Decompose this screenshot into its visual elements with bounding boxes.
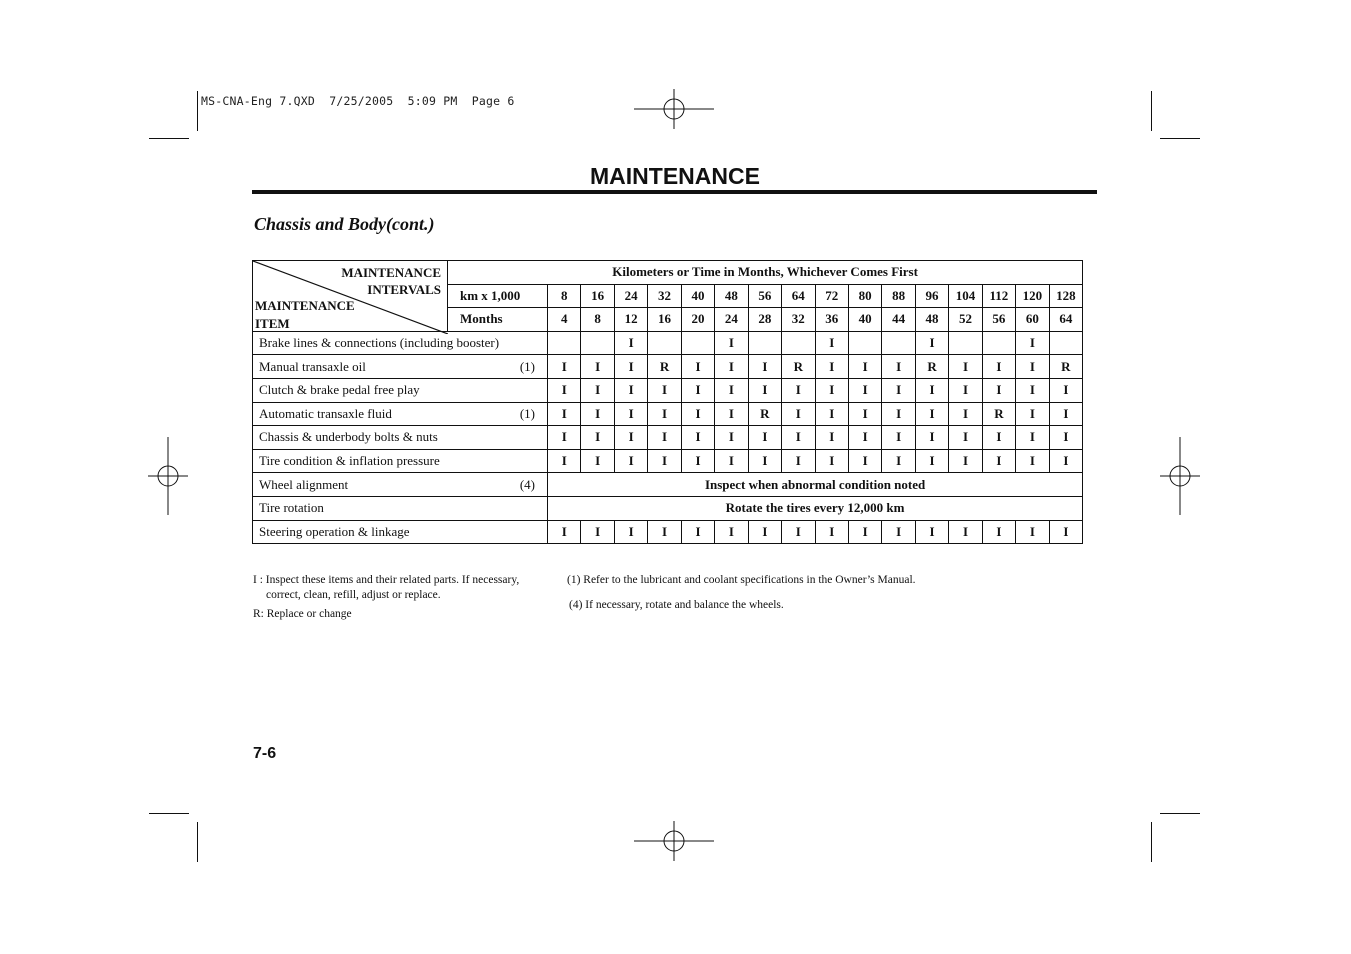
schedule-cell: I [748, 449, 781, 473]
crop-mark [1160, 138, 1200, 139]
schedule-cell: I [782, 378, 815, 402]
schedule-cell: I [848, 426, 881, 450]
registration-mark-icon [148, 437, 188, 515]
schedule-span-note: Inspect when abnormal condition noted [548, 473, 1083, 497]
months-interval-cell: 16 [648, 308, 681, 332]
crop-mark [149, 813, 189, 814]
schedule-cell: I [882, 402, 915, 426]
schedule-cell: I [782, 426, 815, 450]
schedule-cell: I [982, 355, 1015, 379]
maintenance-item-name: Automatic transaxle fluid [259, 405, 392, 421]
km-interval-cell: 24 [614, 284, 647, 308]
schedule-cell: I [581, 355, 614, 379]
schedule-cell: I [815, 426, 848, 450]
maintenance-item-cell [253, 520, 548, 544]
registration-mark-icon [1160, 437, 1200, 515]
schedule-cell [848, 331, 881, 355]
schedule-cell [882, 331, 915, 355]
schedule-cell: I [681, 426, 714, 450]
schedule-cell: I [1049, 402, 1083, 426]
km-interval-cell: 120 [1016, 284, 1049, 308]
schedule-cell: I [1049, 520, 1083, 544]
table-row [253, 496, 1083, 520]
schedule-cell: I [915, 378, 948, 402]
km-interval-cell: 88 [882, 284, 915, 308]
months-interval-cell: 36 [815, 308, 848, 332]
schedule-cell: I [882, 520, 915, 544]
months-interval-cell: 44 [882, 308, 915, 332]
months-interval-cell: 64 [1049, 308, 1083, 332]
maintenance-item-cell [253, 355, 548, 379]
schedule-cell: I [982, 378, 1015, 402]
schedule-cell: I [882, 449, 915, 473]
schedule-cell: I [715, 378, 748, 402]
footnote-1: (1) Refer to the lubricant and coolant specifications in the Owner’s Manual. [567, 574, 916, 586]
km-interval-cell: 16 [581, 284, 614, 308]
table-row [253, 426, 1083, 450]
schedule-cell: I [681, 378, 714, 402]
schedule-cell: I [681, 449, 714, 473]
maintenance-item-note: (1) [519, 358, 535, 374]
schedule-cell: R [748, 402, 781, 426]
schedule-cell: I [915, 331, 948, 355]
schedule-cell: I [949, 355, 982, 379]
schedule-cell: I [681, 520, 714, 544]
schedule-cell: I [1016, 426, 1049, 450]
schedule-cell: I [1049, 426, 1083, 450]
schedule-cell: I [748, 520, 781, 544]
schedule-cell [548, 331, 581, 355]
table-row [253, 520, 1083, 544]
schedule-cell: I [949, 426, 982, 450]
schedule-cell: I [848, 402, 881, 426]
schedule-cell: R [915, 355, 948, 379]
km-interval-cell: 104 [949, 284, 982, 308]
schedule-cell: I [715, 402, 748, 426]
schedule-cell: I [581, 426, 614, 450]
schedule-cell: I [715, 331, 748, 355]
table-row [253, 331, 1083, 355]
schedule-cell: I [982, 426, 1015, 450]
intervals-header: Kilometers or Time in Months, Whichever Comes First [448, 261, 1083, 285]
schedule-cell: I [648, 378, 681, 402]
schedule-cell: I [614, 426, 647, 450]
maintenance-item-cell [253, 449, 548, 473]
footnote-inspect-line2: correct, clean, refill, adjust or replace. [266, 589, 441, 601]
schedule-cell: I [1016, 402, 1049, 426]
schedule-cell: I [648, 449, 681, 473]
schedule-cell: I [915, 520, 948, 544]
km-interval-cell: 80 [848, 284, 881, 308]
crop-mark [197, 822, 198, 862]
schedule-cell [982, 331, 1015, 355]
schedule-cell: I [1016, 378, 1049, 402]
schedule-cell: I [715, 449, 748, 473]
schedule-cell: I [815, 355, 848, 379]
km-interval-cell: 112 [982, 284, 1015, 308]
schedule-cell: I [648, 426, 681, 450]
maintenance-item-cell [253, 496, 548, 520]
crop-mark [149, 138, 189, 139]
footnote-inspect-line1: I : Inspect these items and their related parts. If necessary, [253, 574, 520, 586]
km-interval-cell: 48 [715, 284, 748, 308]
registration-mark-icon [634, 821, 714, 861]
schedule-cell: I [581, 378, 614, 402]
schedule-cell: I [715, 520, 748, 544]
schedule-cell: I [581, 520, 614, 544]
km-label: km x 1,000 [448, 284, 548, 308]
table-row [253, 378, 1083, 402]
schedule-cell: I [982, 520, 1015, 544]
maintenance-item-cell [253, 473, 548, 497]
schedule-cell: I [949, 449, 982, 473]
schedule-cell: I [614, 378, 647, 402]
table-row [253, 449, 1083, 473]
schedule-cell [1049, 331, 1083, 355]
months-interval-cell: 8 [581, 308, 614, 332]
schedule-cell: I [1049, 449, 1083, 473]
registration-mark-icon [634, 89, 714, 129]
schedule-cell: I [915, 449, 948, 473]
schedule-cell: R [982, 402, 1015, 426]
maintenance-item-name: Tire condition & inflation pressure [259, 453, 440, 469]
months-interval-cell: 40 [848, 308, 881, 332]
schedule-cell: I [782, 449, 815, 473]
months-interval-cell: 48 [915, 308, 948, 332]
months-interval-cell: 56 [982, 308, 1015, 332]
km-interval-cell: 96 [915, 284, 948, 308]
km-interval-cell: 64 [782, 284, 815, 308]
table-row [253, 402, 1083, 426]
schedule-span-note: Rotate the tires every 12,000 km [548, 496, 1083, 520]
crop-mark [1160, 813, 1200, 814]
schedule-cell: I [715, 355, 748, 379]
schedule-cell [648, 331, 681, 355]
maintenance-item-name: Chassis & underbody bolts & nuts [259, 429, 438, 445]
crop-mark [1151, 91, 1152, 131]
schedule-cell: I [581, 402, 614, 426]
print-slug: MS-CNA-Eng 7.QXD 7/25/2005 5:09 PM Page 6 [201, 94, 515, 108]
maintenance-item-cell [253, 426, 548, 450]
schedule-cell: I [614, 402, 647, 426]
schedule-cell: I [815, 520, 848, 544]
months-interval-cell: 4 [548, 308, 581, 332]
months-interval-cell: 24 [715, 308, 748, 332]
schedule-cell: I [815, 402, 848, 426]
schedule-cell [782, 331, 815, 355]
schedule-cell: I [748, 426, 781, 450]
footnote-inspect [253, 573, 519, 603]
schedule-cell: I [815, 331, 848, 355]
schedule-cell: I [982, 449, 1015, 473]
km-interval-cell: 72 [815, 284, 848, 308]
corner-label-maintenance-item: MAINTENANCE [255, 298, 355, 313]
schedule-cell: I [1016, 355, 1049, 379]
crop-mark [197, 91, 198, 131]
schedule-cell: I [815, 449, 848, 473]
corner-label-intervals: INTERVALS [367, 282, 441, 297]
schedule-cell: I [915, 426, 948, 450]
months-label: Months [448, 308, 548, 332]
footnote-4: (4) If necessary, rotate and balance the wheels. [569, 599, 784, 611]
schedule-cell: I [1016, 449, 1049, 473]
maintenance-item-cell [253, 378, 548, 402]
km-interval-cell: 40 [681, 284, 714, 308]
schedule-cell [681, 331, 714, 355]
schedule-cell: I [715, 426, 748, 450]
schedule-cell: I [882, 378, 915, 402]
schedule-cell: I [614, 449, 647, 473]
schedule-cell: I [748, 378, 781, 402]
km-interval-cell: 128 [1049, 284, 1083, 308]
crop-mark [1151, 822, 1152, 862]
table-row [253, 473, 1083, 497]
schedule-cell: I [548, 426, 581, 450]
schedule-cell: I [848, 355, 881, 379]
schedule-cell [748, 331, 781, 355]
schedule-cell: I [882, 426, 915, 450]
schedule-cell: I [949, 378, 982, 402]
schedule-cell: I [848, 378, 881, 402]
maintenance-item-name: Manual transaxle oil [259, 358, 366, 374]
schedule-cell: I [548, 378, 581, 402]
schedule-cell: I [915, 402, 948, 426]
maintenance-item-name: Steering operation & linkage [259, 523, 410, 539]
maintenance-schedule-table [252, 260, 1083, 544]
title-rule [252, 190, 1097, 194]
maintenance-item-name: Wheel alignment [259, 476, 349, 492]
maintenance-item-cell [253, 331, 548, 355]
corner-label-maintenance: MAINTENANCE [341, 265, 441, 280]
maintenance-item-note: (4) [519, 476, 535, 492]
schedule-cell: I [748, 355, 781, 379]
schedule-cell: I [848, 449, 881, 473]
table-header-row [253, 261, 1083, 285]
schedule-cell: I [681, 402, 714, 426]
schedule-cell: I [614, 520, 647, 544]
schedule-cell: I [548, 520, 581, 544]
schedule-cell: R [782, 355, 815, 379]
months-interval-cell: 20 [681, 308, 714, 332]
page-title: MAINTENANCE [590, 163, 760, 189]
schedule-cell: I [581, 449, 614, 473]
schedule-cell: I [1016, 520, 1049, 544]
schedule-cell: I [949, 520, 982, 544]
schedule-cell: I [1016, 331, 1049, 355]
schedule-cell: I [648, 402, 681, 426]
maintenance-item-name: Tire rotation [259, 500, 324, 516]
schedule-cell: I [548, 355, 581, 379]
schedule-cell: I [782, 520, 815, 544]
table-row [253, 355, 1083, 379]
schedule-cell: R [648, 355, 681, 379]
km-interval-cell: 56 [748, 284, 781, 308]
schedule-cell: I [815, 378, 848, 402]
schedule-cell: I [648, 520, 681, 544]
schedule-cell: I [681, 355, 714, 379]
section-title: Chassis and Body(cont.) [254, 214, 435, 234]
schedule-cell [949, 331, 982, 355]
months-interval-cell: 32 [782, 308, 815, 332]
months-interval-cell: 60 [1016, 308, 1049, 332]
schedule-cell: I [614, 355, 647, 379]
maintenance-item-name: Clutch & brake pedal free play [259, 382, 420, 398]
table-corner-header [253, 261, 448, 332]
schedule-cell: I [949, 402, 982, 426]
schedule-cell: I [548, 402, 581, 426]
schedule-cell: R [1049, 355, 1083, 379]
schedule-cell [581, 331, 614, 355]
months-interval-cell: 52 [949, 308, 982, 332]
months-interval-cell: 12 [614, 308, 647, 332]
km-interval-cell: 32 [648, 284, 681, 308]
schedule-cell: I [548, 449, 581, 473]
page-number: 7-6 [253, 745, 277, 762]
footnote-replace: R: Replace or change [253, 608, 352, 620]
maintenance-item-name: Brake lines & connections (including booster) [259, 335, 500, 351]
corner-label-item: ITEM [255, 316, 290, 331]
schedule-cell: I [882, 355, 915, 379]
schedule-cell: I [848, 520, 881, 544]
schedule-cell: I [614, 331, 647, 355]
maintenance-item-note: (1) [519, 405, 535, 421]
months-interval-cell: 28 [748, 308, 781, 332]
schedule-cell: I [782, 402, 815, 426]
schedule-cell: I [1049, 378, 1083, 402]
km-interval-cell: 8 [548, 284, 581, 308]
maintenance-item-cell [253, 402, 548, 426]
